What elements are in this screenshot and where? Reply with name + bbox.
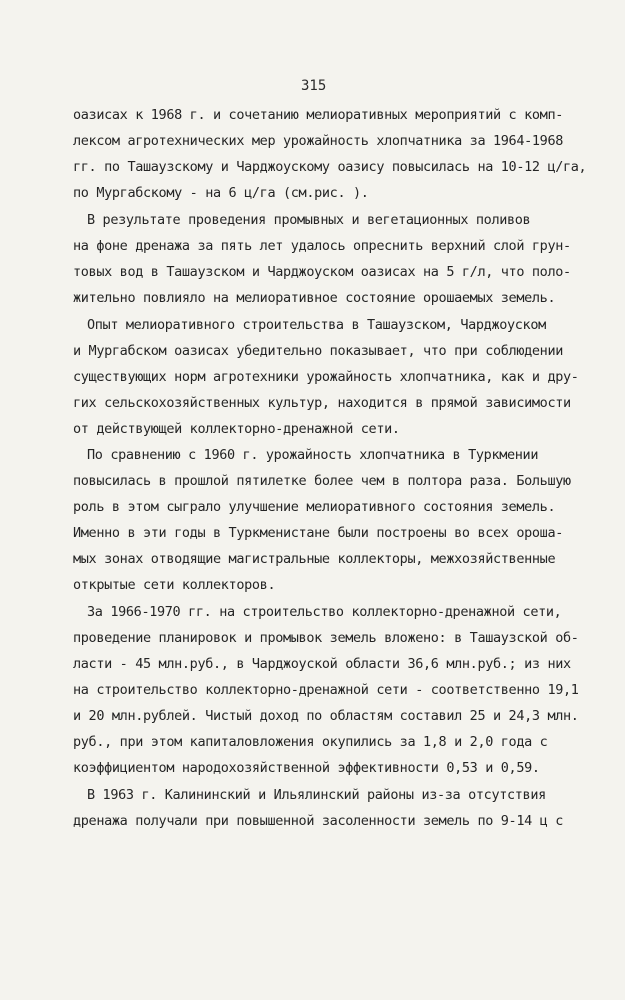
text-line: лексом агротехнических мер урожайность хлопчатника за 1964-1968 <box>73 133 563 149</box>
text-line: Именно в эти годы в Туркменистане были построены во всех ороша- <box>73 525 563 541</box>
paragraph-start-line: За 1966-1970 гг. на строительство коллекторно-дренажной сети, <box>87 604 562 620</box>
paragraph-start-line: По сравнению с 1960 г. урожайность хлопчатника в Туркмении <box>87 447 539 463</box>
text-line: от действующей коллекторно-дренажной сети. <box>73 421 400 437</box>
text-line: и Мургабском оазисах убедительно показывает, что при соблюдении <box>73 343 563 359</box>
text-line: проведение планировок и промывок земель вложено: в Ташаузской об- <box>73 630 579 646</box>
text-line: открытые сети коллекторов. <box>73 577 276 593</box>
text-line: повысилась в прошлой пятилетке более чем в полтора раза. Большую <box>73 473 571 489</box>
text-line: жительно повлияло на мелиоративное состояние орошаемых земель. <box>73 290 556 306</box>
text-line: коэффициентом народохозяйственной эффективности 0,53 и 0,59. <box>73 760 540 776</box>
text-line: и 20 млн.рублей. Чистый доход по областям составил 25 и 24,3 млн. <box>73 708 579 724</box>
text-line: товых вод в Ташаузском и Чарджоуском оазисах на 5 г/л, что поло- <box>73 264 571 280</box>
page-number: 315 <box>301 78 327 94</box>
text-line: на фоне дренажа за пять лет удалось опреснить верхний слой грун- <box>73 238 571 254</box>
text-line: по Мургабскому - на 6 ц/га (см.рис. ). <box>73 185 369 201</box>
text-line: ласти - 45 млн.руб., в Чарджоуской области 36,6 млн.руб.; из них <box>73 656 571 672</box>
text-line: мых зонах отводящие магистральные коллекторы, межхозяйственные <box>73 551 556 567</box>
paragraph-start-line: Опыт мелиоративного строительства в Ташаузском, Чарджоуском <box>87 317 546 333</box>
text-line: существующих норм агротехники урожайность хлопчатника, как и дру- <box>73 369 579 385</box>
text-line: гих сельскохозяйственных культур, находится в прямой зависимости <box>73 395 571 411</box>
paragraph-start-line: В 1963 г. Калининский и Ильялинский районы из-за отсутствия <box>87 787 546 803</box>
text-line: оазисах к 1968 г. и сочетанию мелиоративных мероприятий с комп- <box>73 107 563 123</box>
paragraph-start-line: В результате проведения промывных и вегетационных поливов <box>87 212 531 228</box>
text-line: руб., при этом капиталовложения окупились за 1,8 и 2,0 года с <box>73 734 548 750</box>
text-line: гг. по Ташаузскому и Чарджоускому оазису повысилась на 10-12 ц/га, <box>73 159 587 175</box>
text-line: на строительство коллекторно-дренажной сети - соответственно 19,1 <box>73 682 579 698</box>
text-line: дренажа получали при повышенной засоленности земель по 9-14 ц с <box>73 813 563 829</box>
text-line: роль в этом сыграло улучшение мелиоративного состояния земель. <box>73 499 556 515</box>
